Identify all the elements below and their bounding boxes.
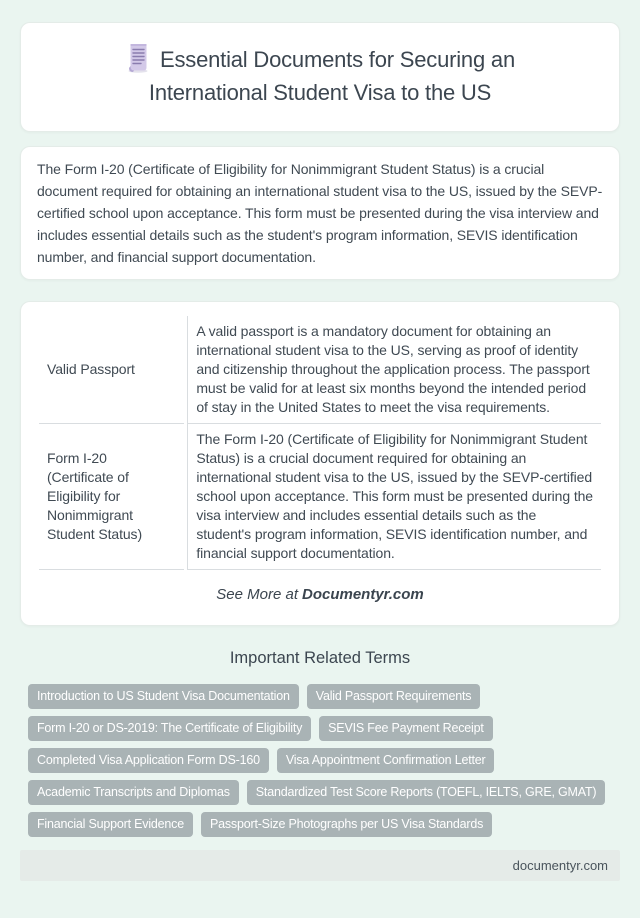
documents-table-card — [20, 301, 620, 626]
term-cell: Valid Passport — [39, 316, 184, 424]
footer-bar — [20, 850, 620, 881]
tag-row — [28, 812, 620, 837]
related-term-tag[interactable]: Visa Appointment Confirmation Letter — [277, 748, 495, 773]
receipt-icon — [125, 43, 151, 73]
related-term-tag[interactable]: Valid Passport Requirements — [307, 684, 481, 709]
description-cell: The Form I-20 (Certificate of Eligibility for Nonimmigrant Student Status) is a crucial document required for obtaining an international student visa to the US, issued by the SEVP-certified school upon acceptance. This form must be presented during the visa interview and includes essential details such as the student's program information, SEVIS identification number, and financial support documentation. — [187, 424, 601, 570]
see-more-prefix: See More at — [216, 586, 298, 603]
related-term-tag[interactable]: Financial Support Evidence — [28, 812, 193, 837]
related-term-tag[interactable]: Passport-Size Photographs per US Visa Standards — [201, 812, 492, 837]
tag-row — [28, 716, 620, 741]
related-term-tag[interactable]: Academic Transcripts and Diplomas — [28, 780, 239, 805]
intro-text: The Form I-20 (Certificate of Eligibility for Nonimmigrant Student Status) is a crucial document required for obtaining an international student visa to the US, issued by the SEVP-certified school upon acceptance. This form must be presented during the visa interview and includes essential details such as the student's program information, SEVIS identification number, and financial support documentation. — [37, 161, 603, 265]
table-row — [39, 316, 601, 424]
see-more-text — [36, 586, 604, 603]
page-title-text: Essential Documents for Securing an International Student Visa to the US — [148, 47, 515, 105]
tag-row — [28, 684, 620, 709]
related-term-tag[interactable]: Form I-20 or DS-2019: The Certificate of Eligibility — [28, 716, 311, 741]
header-card — [20, 22, 620, 132]
documents-table — [36, 316, 604, 570]
description-cell: A valid passport is a mandatory document for obtaining an international student visa to the US, serving as proof of identity and citizenship throughout the application process. The passport must be valid for at least six months beyond the intended period of stay in the United States to meet the visa requirements. — [187, 316, 601, 424]
related-term-tag[interactable]: Completed Visa Application Form DS-160 — [28, 748, 269, 773]
related-term-tag[interactable]: Standardized Test Score Reports (TOEFL, IELTS, GRE, GMAT) — [247, 780, 606, 805]
related-term-tag[interactable]: Introduction to US Student Visa Documentation — [28, 684, 299, 709]
see-more-brand: Documentyr.com — [302, 586, 424, 603]
intro-card — [20, 146, 620, 280]
page-title — [85, 43, 555, 109]
related-term-tag[interactable]: SEVIS Fee Payment Receipt — [319, 716, 493, 741]
related-terms-heading: Important Related Terms — [229, 649, 411, 667]
related-terms-list — [28, 684, 620, 837]
tag-row — [28, 780, 620, 805]
table-row — [39, 424, 601, 570]
footer-domain: documentyr.com — [512, 858, 608, 873]
term-cell: Form I-20 (Certificate of Eligibility for Nonimmigrant Student Status) — [39, 424, 184, 570]
tag-row — [28, 748, 620, 773]
